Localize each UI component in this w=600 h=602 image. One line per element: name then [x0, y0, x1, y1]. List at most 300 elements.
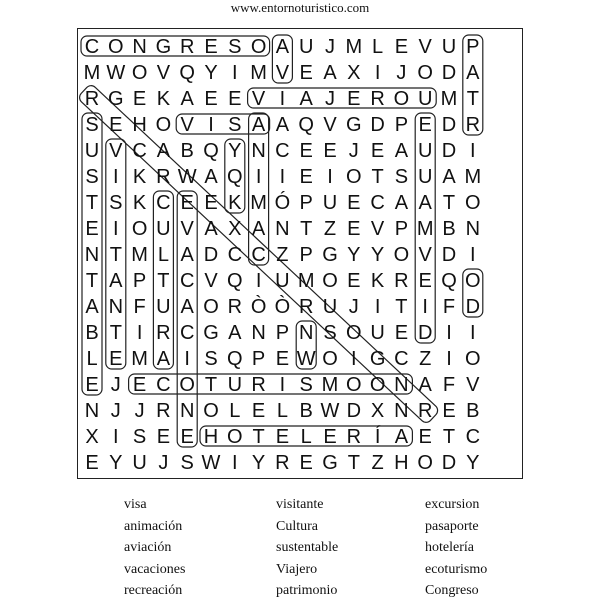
grid-letter[interactable]: E: [299, 166, 313, 188]
grid-letter[interactable]: D: [441, 114, 457, 136]
grid-letter[interactable]: C: [132, 140, 147, 162]
grid-letter[interactable]: E: [347, 88, 361, 110]
grid-letter[interactable]: I: [470, 140, 476, 162]
grid-letter[interactable]: G: [322, 244, 338, 266]
grid-letter[interactable]: N: [108, 296, 124, 318]
grid-letter[interactable]: R: [298, 296, 314, 318]
grid-letter[interactable]: C: [394, 348, 409, 370]
grid-letter[interactable]: R: [179, 36, 195, 58]
grid-letter[interactable]: N: [84, 244, 100, 266]
grid-letter[interactable]: M: [131, 244, 148, 266]
grid-letter[interactable]: O: [465, 348, 481, 370]
grid-letter[interactable]: O: [417, 452, 433, 474]
grid-letter[interactable]: Q: [203, 140, 219, 162]
grid-letter[interactable]: O: [369, 374, 386, 396]
grid-letter[interactable]: X: [347, 62, 361, 84]
word-list-item: visitante: [276, 497, 324, 512]
grid-letter[interactable]: L: [229, 400, 241, 422]
grid-letter[interactable]: C: [251, 244, 266, 266]
grid-letter[interactable]: E: [370, 140, 385, 162]
grid-letter[interactable]: U: [227, 374, 243, 396]
grid-letter[interactable]: A: [323, 62, 337, 84]
grid-letter[interactable]: U: [275, 270, 290, 292]
grid-letter[interactable]: E: [347, 270, 361, 292]
grid-letter[interactable]: E: [347, 192, 361, 214]
grid-letter[interactable]: N: [275, 218, 290, 240]
grid-letter[interactable]: G: [322, 452, 338, 474]
grid-letter[interactable]: O: [346, 374, 362, 396]
grid-letter[interactable]: U: [298, 36, 314, 58]
grid-letter[interactable]: T: [252, 426, 265, 448]
grid-letter[interactable]: C: [179, 322, 195, 344]
grid-letter[interactable]: E: [299, 452, 313, 474]
grid-letter[interactable]: N: [132, 36, 147, 58]
grid-letter[interactable]: B: [180, 140, 194, 162]
grid-letter[interactable]: E: [347, 218, 361, 240]
grid-letter[interactable]: J: [158, 452, 169, 474]
grid-letter[interactable]: F: [133, 296, 146, 318]
grid-letter[interactable]: E: [394, 36, 409, 58]
grid-letter[interactable]: E: [132, 88, 147, 110]
word-list-item: patrimonio: [276, 583, 338, 598]
grid-letter[interactable]: P: [466, 36, 480, 58]
grid-letter[interactable]: W: [177, 166, 197, 188]
grid-letter[interactable]: A: [394, 140, 409, 162]
grid-letter[interactable]: E: [442, 400, 456, 422]
grid-letter[interactable]: Y: [370, 244, 385, 266]
grid-letter[interactable]: R: [417, 400, 433, 422]
grid-letter[interactable]: E: [85, 374, 99, 396]
grid-letter[interactable]: I: [113, 426, 119, 448]
grid-letter[interactable]: T: [85, 270, 99, 292]
grid-letter[interactable]: O: [465, 270, 481, 292]
grid-letter[interactable]: L: [300, 426, 312, 448]
grid-letter[interactable]: T: [109, 322, 122, 344]
grid-letter[interactable]: Q: [227, 348, 243, 370]
grid-letter[interactable]: Q: [227, 270, 243, 292]
grid-letter[interactable]: Y: [228, 140, 242, 162]
grid-letter[interactable]: D: [346, 400, 362, 422]
grid-letter[interactable]: R: [156, 400, 171, 422]
grid-letter[interactable]: I: [351, 348, 357, 370]
grid-letter[interactable]: O: [179, 374, 195, 396]
grid-letter[interactable]: R: [156, 322, 171, 344]
grid-letter[interactable]: I: [184, 348, 190, 370]
grid-letter[interactable]: O: [131, 218, 148, 240]
grid-letter[interactable]: Z: [276, 244, 289, 266]
grid-letter[interactable]: T: [204, 374, 218, 396]
grid-letter[interactable]: I: [446, 348, 452, 370]
grid-letter[interactable]: E: [275, 348, 290, 370]
grid-letter[interactable]: K: [132, 192, 147, 214]
grid-letter[interactable]: I: [113, 166, 119, 188]
grid-letter[interactable]: S: [132, 426, 147, 448]
word-list-item: Congreso: [425, 583, 479, 598]
grid-letter[interactable]: S: [299, 374, 313, 396]
grid-letter[interactable]: D: [203, 244, 219, 266]
grid-letter[interactable]: M: [321, 374, 339, 396]
grid-letter[interactable]: X: [85, 426, 99, 448]
grid-letter[interactable]: I: [470, 244, 476, 266]
grid-letter[interactable]: W: [296, 348, 316, 370]
grid-letter[interactable]: A: [228, 322, 242, 344]
grid-letter[interactable]: I: [136, 322, 143, 344]
grid-letter[interactable]: R: [394, 270, 409, 292]
grid-letter[interactable]: A: [418, 374, 432, 396]
grid-letter[interactable]: R: [227, 296, 243, 318]
grid-letter[interactable]: E: [418, 114, 432, 136]
grid-letter[interactable]: J: [325, 88, 335, 110]
grid-letter[interactable]: D: [441, 244, 457, 266]
grid-letter[interactable]: D: [465, 296, 481, 318]
word-list-item: Cultura: [276, 518, 318, 534]
word-column-2: [276, 494, 338, 602]
grid-letter[interactable]: O: [155, 114, 172, 136]
grid-letter[interactable]: E: [299, 62, 313, 84]
grid-letter[interactable]: G: [108, 88, 124, 110]
grid-letter[interactable]: E: [85, 218, 99, 240]
grid-letter[interactable]: S: [85, 166, 99, 188]
grid-letter[interactable]: A: [204, 218, 218, 240]
grid-letter[interactable]: A: [85, 296, 99, 318]
grid-letter[interactable]: I: [255, 166, 262, 188]
grid-letter[interactable]: A: [394, 192, 409, 214]
grid-letter[interactable]: A: [275, 36, 290, 58]
grid-letter[interactable]: E: [109, 348, 123, 370]
grid-letter[interactable]: T: [347, 452, 360, 474]
grid-letter[interactable]: S: [228, 114, 242, 136]
grid-letter[interactable]: E: [394, 322, 409, 344]
grid-letter[interactable]: I: [113, 218, 119, 240]
grid-letter[interactable]: S: [180, 452, 194, 474]
grid-letter[interactable]: V: [156, 62, 171, 84]
grid-letter[interactable]: M: [250, 62, 267, 84]
grid-letter[interactable]: P: [394, 218, 409, 240]
grid-letter[interactable]: P: [275, 322, 290, 344]
grid-letter[interactable]: M: [131, 348, 148, 370]
grid-letter[interactable]: J: [348, 140, 359, 162]
grid-letter[interactable]: H: [132, 114, 147, 136]
grid-letter[interactable]: O: [203, 296, 219, 318]
word-column-1: [124, 494, 185, 602]
word-list-item: vacaciones: [124, 561, 186, 577]
grid-letter[interactable]: U: [322, 192, 338, 214]
grid-letter[interactable]: T: [442, 426, 456, 448]
grid-letter[interactable]: Ó: [274, 192, 291, 214]
grid-letter[interactable]: O: [465, 192, 481, 214]
grid-letter[interactable]: E: [180, 426, 194, 448]
grid-letter[interactable]: E: [418, 426, 432, 448]
grid-letter[interactable]: V: [370, 218, 385, 240]
grid-letter[interactable]: O: [417, 62, 433, 84]
grid-letter[interactable]: I: [374, 296, 381, 318]
grid-letter[interactable]: A: [466, 62, 480, 84]
grid-letter[interactable]: W: [106, 62, 126, 84]
grid-letter[interactable]: A: [251, 218, 266, 240]
grid-letter[interactable]: H: [203, 426, 219, 448]
grid-letter[interactable]: B: [85, 322, 99, 344]
grid-letter[interactable]: Y: [466, 452, 480, 474]
grid-letter[interactable]: A: [299, 88, 313, 110]
grid-letter[interactable]: K: [370, 270, 385, 292]
word-list-item: pasaporte: [425, 518, 479, 534]
grid-letter[interactable]: C: [370, 192, 385, 214]
grid-letter[interactable]: V: [180, 114, 194, 136]
grid-letter[interactable]: M: [297, 270, 315, 292]
grid-letter[interactable]: B: [442, 218, 456, 240]
grid-letter[interactable]: T: [466, 88, 479, 110]
grid-letter[interactable]: C: [156, 192, 171, 214]
grid-letter[interactable]: Q: [441, 270, 457, 292]
letter-grid: [84, 36, 481, 474]
grid-letter[interactable]: O: [322, 348, 338, 370]
grid-letter[interactable]: I: [232, 452, 238, 474]
grid-letter[interactable]: U: [156, 296, 171, 318]
grid-letter[interactable]: I: [255, 270, 262, 292]
grid-letter[interactable]: A: [418, 192, 432, 214]
grid-letter[interactable]: A: [180, 296, 194, 318]
grid-letter[interactable]: I: [446, 322, 452, 344]
grid-letter[interactable]: T: [85, 192, 99, 214]
grid-letter[interactable]: U: [84, 140, 100, 162]
grid-letter[interactable]: R: [84, 88, 100, 110]
grid-letter[interactable]: V: [109, 140, 123, 162]
grid-letter[interactable]: L: [372, 36, 384, 58]
grid-letter[interactable]: Í: [374, 426, 381, 448]
grid-letter[interactable]: I: [422, 296, 428, 318]
grid-letter[interactable]: A: [180, 88, 194, 110]
grid-letter[interactable]: P: [251, 348, 266, 370]
grid-letter[interactable]: D: [441, 452, 457, 474]
grid-letter[interactable]: C: [84, 36, 100, 58]
grid-letter[interactable]: Z: [419, 348, 432, 370]
grid-letter[interactable]: E: [85, 452, 99, 474]
grid-letter[interactable]: V: [418, 36, 432, 58]
grid-letter[interactable]: I: [374, 62, 381, 84]
grid-letter[interactable]: J: [396, 62, 407, 84]
grid-letter[interactable]: S: [228, 36, 242, 58]
grid-letter[interactable]: E: [323, 140, 337, 162]
grid-letter[interactable]: C: [179, 270, 195, 292]
grid-letter[interactable]: R: [465, 114, 481, 136]
grid-letter[interactable]: E: [156, 426, 171, 448]
grid-letter[interactable]: U: [441, 36, 457, 58]
grid-letter[interactable]: R: [346, 426, 362, 448]
grid-letter[interactable]: W: [201, 452, 221, 474]
grid-letter[interactable]: E: [323, 426, 337, 448]
grid-letter[interactable]: B: [466, 400, 480, 422]
grid-letter[interactable]: T: [300, 218, 313, 240]
grid-letter[interactable]: E: [204, 88, 218, 110]
grid-letter[interactable]: M: [440, 88, 458, 110]
grid-letter[interactable]: I: [470, 322, 476, 344]
grid-letter[interactable]: L: [276, 400, 288, 422]
site-url: www.entornoturistico.com: [230, 0, 370, 15]
grid-letter[interactable]: Y: [109, 452, 123, 474]
grid-letter[interactable]: G: [155, 36, 172, 58]
grid-letter[interactable]: R: [156, 166, 171, 188]
grid-letter[interactable]: Z: [323, 218, 337, 240]
grid-letter[interactable]: J: [134, 400, 145, 422]
grid-letter[interactable]: I: [279, 166, 286, 188]
grid-letter[interactable]: M: [345, 36, 363, 58]
grid-letter[interactable]: N: [298, 322, 314, 344]
grid-letter[interactable]: G: [346, 114, 362, 136]
grid-letter[interactable]: V: [418, 244, 432, 266]
grid-letter[interactable]: B: [299, 400, 313, 422]
grid-letter[interactable]: U: [417, 140, 433, 162]
grid-letter[interactable]: P: [299, 192, 313, 214]
grid-letter[interactable]: F: [442, 296, 456, 318]
grid-letter[interactable]: N: [251, 322, 266, 344]
grid-letter[interactable]: U: [132, 452, 147, 474]
grid-letter[interactable]: S: [204, 348, 218, 370]
grid-letter[interactable]: V: [466, 374, 480, 396]
grid-letter[interactable]: U: [322, 296, 338, 318]
grid-letter[interactable]: J: [110, 400, 121, 422]
grid-letter[interactable]: O: [250, 36, 267, 58]
grid-letter[interactable]: M: [250, 192, 267, 214]
grid-letter[interactable]: O: [393, 244, 410, 266]
grid-letter[interactable]: O: [346, 166, 362, 188]
grid-letter[interactable]: K: [132, 166, 147, 188]
grid-letter[interactable]: O: [393, 88, 410, 110]
grid-letter[interactable]: Ò: [250, 296, 267, 318]
grid-letter[interactable]: A: [394, 426, 409, 448]
grid-letter[interactable]: Y: [204, 62, 218, 84]
grid-letter[interactable]: I: [327, 166, 333, 188]
grid-letter[interactable]: C: [156, 374, 171, 396]
grid-letter[interactable]: R: [275, 452, 290, 474]
grid-letter[interactable]: G: [203, 322, 219, 344]
grid-letter[interactable]: I: [208, 114, 214, 136]
grid-letter[interactable]: A: [251, 114, 266, 136]
grid-letter[interactable]: S: [323, 322, 337, 344]
grid-letter[interactable]: O: [108, 36, 124, 58]
grid-letter[interactable]: Q: [227, 166, 243, 188]
grid-letter[interactable]: N: [394, 400, 409, 422]
grid-letter[interactable]: M: [83, 62, 101, 84]
grid-letter[interactable]: Q: [298, 114, 314, 136]
grid-letter[interactable]: R: [370, 88, 385, 110]
grid-letter[interactable]: I: [232, 62, 238, 84]
grid-letter[interactable]: D: [441, 62, 457, 84]
grid-letter[interactable]: O: [322, 270, 338, 292]
grid-letter[interactable]: V: [275, 62, 290, 84]
grid-letter[interactable]: K: [228, 192, 242, 214]
grid-letter[interactable]: E: [180, 192, 194, 214]
grid-letter[interactable]: M: [464, 166, 482, 188]
grid-letter[interactable]: J: [110, 374, 121, 396]
grid-letter[interactable]: N: [394, 374, 409, 396]
grid-letter[interactable]: E: [204, 36, 218, 58]
grid-letter[interactable]: A: [109, 270, 123, 292]
grid-letter[interactable]: A: [275, 114, 290, 136]
grid-letter[interactable]: P: [299, 244, 313, 266]
grid-letter[interactable]: N: [84, 400, 100, 422]
grid-letter[interactable]: E: [418, 270, 432, 292]
grid-letter[interactable]: S: [394, 166, 409, 188]
grid-letter[interactable]: N: [251, 140, 266, 162]
grid-letter[interactable]: L: [157, 244, 169, 266]
grid-letter[interactable]: O: [131, 62, 148, 84]
grid-letter[interactable]: O: [203, 400, 219, 422]
grid-letter[interactable]: P: [132, 270, 147, 292]
grid-letter[interactable]: F: [442, 374, 456, 396]
grid-letter[interactable]: G: [369, 348, 386, 370]
grid-letter[interactable]: S: [85, 114, 99, 136]
grid-letter[interactable]: K: [156, 88, 171, 110]
grid-letter[interactable]: U: [417, 166, 433, 188]
grid-letter[interactable]: U: [417, 88, 433, 110]
grid-letter[interactable]: U: [370, 322, 385, 344]
grid-letter[interactable]: Y: [347, 244, 361, 266]
grid-letter[interactable]: M: [416, 218, 434, 240]
grid-letter[interactable]: I: [279, 374, 286, 396]
grid-letter[interactable]: C: [465, 426, 481, 448]
grid-letter[interactable]: A: [156, 348, 171, 370]
grid-letter[interactable]: X: [370, 400, 385, 422]
grid-letter[interactable]: D: [441, 140, 457, 162]
grid-letter[interactable]: A: [204, 166, 218, 188]
grid-letter[interactable]: T: [157, 270, 170, 292]
grid-letter[interactable]: P: [394, 114, 409, 136]
grid-letter[interactable]: H: [394, 452, 409, 474]
grid-letter[interactable]: V: [204, 270, 218, 292]
grid-letter[interactable]: T: [442, 192, 456, 214]
grid-letter[interactable]: U: [156, 218, 171, 240]
grid-letter[interactable]: R: [251, 374, 266, 396]
grid-letter[interactable]: A: [442, 166, 456, 188]
word-list-item: excursion: [425, 497, 480, 512]
grid-letter[interactable]: E: [299, 140, 313, 162]
grid-letter[interactable]: C: [227, 244, 243, 266]
grid-letter[interactable]: T: [109, 244, 122, 266]
grid-letter[interactable]: E: [109, 114, 123, 136]
grid-letter[interactable]: V: [323, 114, 337, 136]
grid-letter[interactable]: V: [251, 88, 266, 110]
grid-letter[interactable]: T: [371, 166, 384, 188]
grid-letter[interactable]: E: [275, 426, 290, 448]
grid-letter[interactable]: Y: [251, 452, 266, 474]
grid-letter[interactable]: Q: [179, 62, 195, 84]
grid-letter[interactable]: J: [325, 36, 335, 58]
grid-letter[interactable]: N: [179, 400, 195, 422]
grid-letter[interactable]: J: [348, 296, 359, 318]
grid-letter[interactable]: Z: [371, 452, 384, 474]
grid-letter[interactable]: T: [395, 296, 408, 318]
grid-letter[interactable]: A: [180, 244, 194, 266]
grid-letter[interactable]: I: [279, 88, 286, 110]
grid-letter[interactable]: Ò: [274, 296, 291, 318]
grid-letter[interactable]: X: [228, 218, 242, 240]
grid-letter[interactable]: D: [417, 322, 433, 344]
grid-letter[interactable]: V: [180, 218, 194, 240]
grid-letter[interactable]: S: [109, 192, 123, 214]
grid-letter[interactable]: E: [228, 88, 242, 110]
grid-letter[interactable]: E: [204, 192, 218, 214]
grid-letter[interactable]: E: [251, 400, 266, 422]
grid-letter[interactable]: L: [86, 348, 98, 370]
grid-letter[interactable]: E: [132, 374, 147, 396]
grid-letter[interactable]: O: [227, 426, 243, 448]
grid-letter[interactable]: C: [275, 140, 290, 162]
grid-letter[interactable]: D: [370, 114, 385, 136]
grid-letter[interactable]: W: [320, 400, 340, 422]
grid-letter[interactable]: A: [156, 140, 171, 162]
grid-letter[interactable]: N: [465, 218, 481, 240]
grid-letter[interactable]: O: [346, 322, 362, 344]
